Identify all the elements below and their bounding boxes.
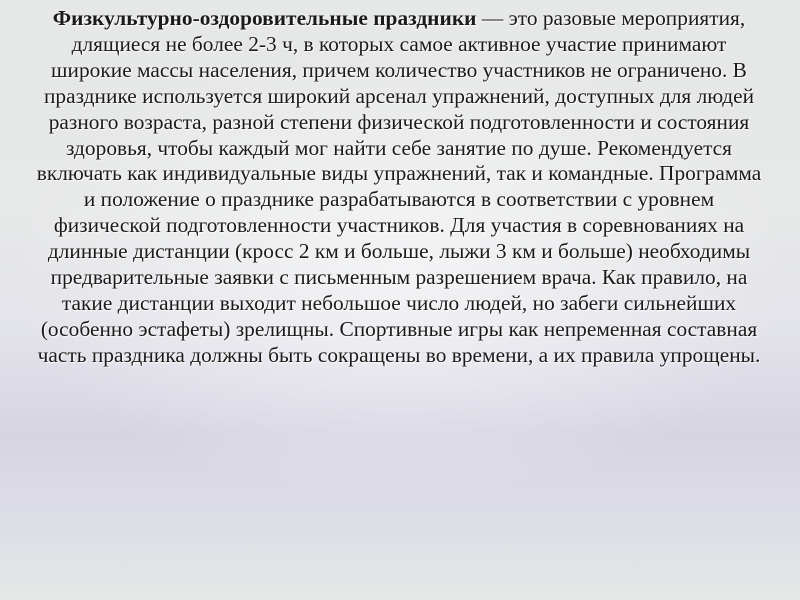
slide-paragraph [34,6,764,369]
bold-term: Физкультурно-оздоровительные праздники [52,6,477,30]
paragraph-body: — это разовые мероприятия, длящиеся не более 2-3 ч, в которых самое активное участие принимают широкие массы населения, причем количество участников не ограничено. В празднике используется широкий арсенал упражнений, доступных для людей разного возраста, разной степени физической подготовленности и состояния здоровья, чтобы каждый мог найти себе занятие по душе. Рекомендуется включать как индивидуальные виды упражнений, так и командные. Программа и положение о празднике разрабатываются в соответствии с уровнем физической подготовленности участников. Для участия в соревнованиях на длинные дистанции (кросс 2 км и больше, лыжи 3 км и больше) необходимы предварительные заявки с письменным разрешением врача. Как правило, на такие дистанции выходит небольшое число людей, но забеги сильнейших (особенно эстафеты) зрелищны. Спортивные игры как непременная составная часть праздника должны быть сокращены во времени, а их правила упрощены. [36,6,762,367]
